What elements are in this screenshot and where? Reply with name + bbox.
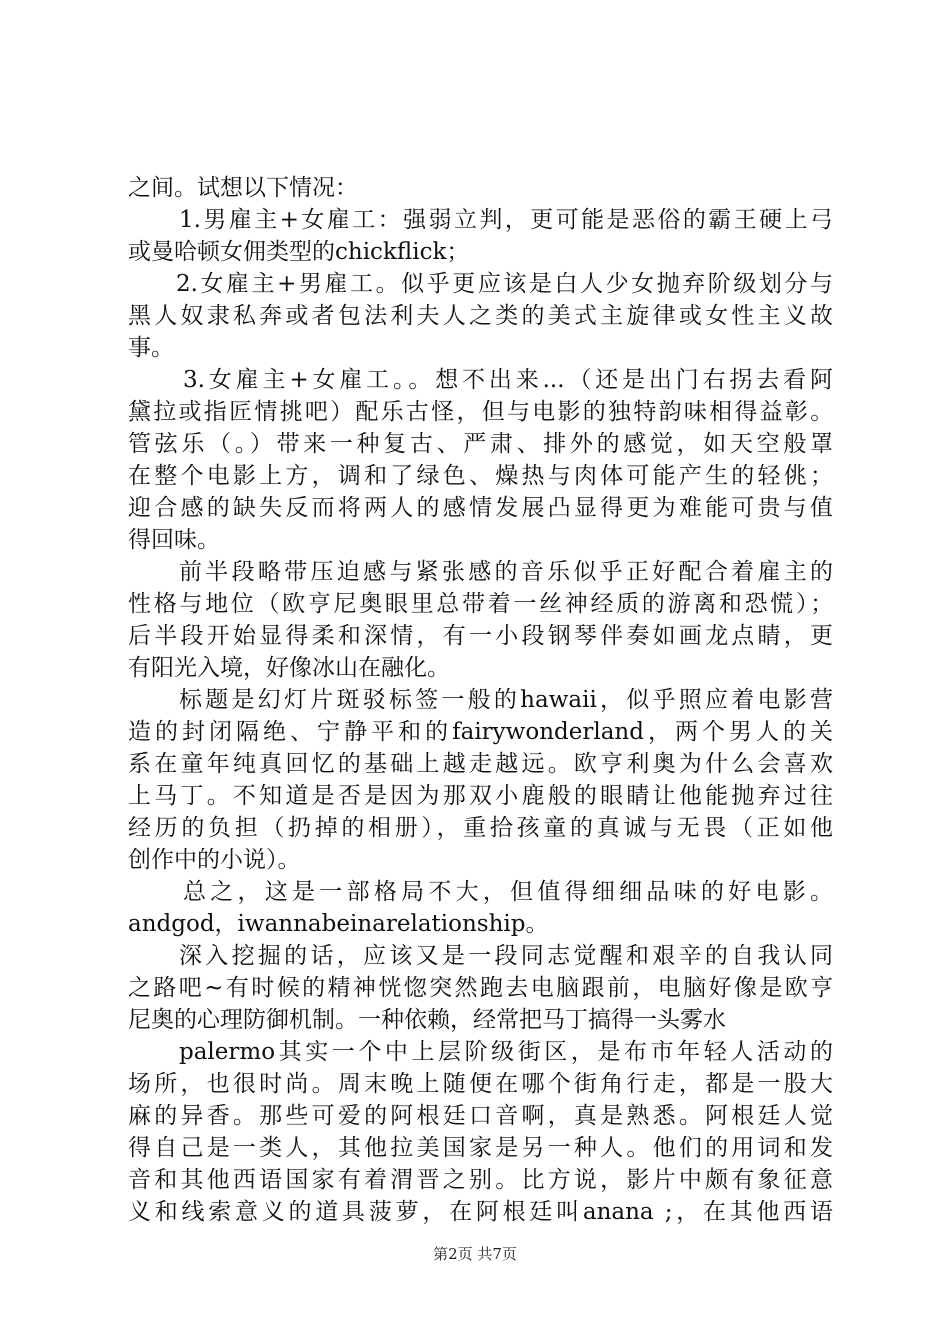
text-line: 音和其他西语国家有着渭晋之别。比方说，影片中颇有象征意 [128,1167,833,1193]
text-line: 迎合感的缺失反而将两人的感情发展凸显得更为难能可贵与值 [128,495,833,521]
text-line: 标题是幻灯片斑驳标签一般的hawaii，似乎照应着电影营 [179,687,833,713]
text-line: 在整个电影上方，调和了绿色、燥热与肉体可能产生的轻佻； [128,463,833,489]
text-line: 性格与地位（欧亨尼奥眼里总带着一丝神经质的游离和恐慌）； [128,591,833,617]
text-line: 之间。试想以下情况： [128,175,358,201]
text-line: 得自己是一类人，其他拉美国家是另一种人。他们的用词和发 [128,1135,833,1161]
page-number-footer: 第2页 共7页 [433,1245,517,1263]
text-line: 前半段略带压迫感与紧张感的音乐似乎正好配合着雇主的 [179,559,833,585]
text-line: 或曼哈顿女佣类型的chickflick； [128,239,470,265]
text-line: 黛拉或指匠情挑吧）配乐古怪，但与电影的独特韵味相得益彰。 [128,399,833,425]
text-line: 造的封闭隔绝、宁静平和的fairywonderland，两个男人的关 [128,719,833,745]
text-line: 之路吧~有时候的精神恍惚突然跑去电脑跟前，电脑好像是欧亨 [128,975,833,1001]
text-line: 3.女雇主+女雇工。。想不出来...（还是出门右拐去看阿 [183,367,833,393]
text-line: 经历的负担（扔掉的相册），重拾孩童的真诚与无畏（正如他 [128,815,833,841]
text-line: 义和线索意义的道具菠萝，在阿根廷叫anana ;，在其他西语 [128,1199,833,1225]
text-line: 总之，这是一部格局不大，但值得细细品味的好电影。 [183,879,833,905]
text-line: 创作中的小说）。 [128,847,301,873]
text-line: 场所，也很时尚。周末晚上随便在哪个街角行走，都是一股大 [128,1071,833,1097]
text-line: 黑人奴隶私奔或者包法利夫人之类的美式主旋律或女性主义故 [128,303,833,329]
text-line: 深入挖掘的话，应该又是一段同志觉醒和艰辛的自我认同 [179,943,833,969]
text-line: andgod，iwannabeinarelationship。 [128,911,549,937]
text-line: 有阳光入境，好像冰山在融化。 [128,655,450,681]
text-line: 系在童年纯真回忆的基础上越走越远。欧亨利奥为什么会喜欢 [128,751,833,777]
text-line: palermo其实一个中上层阶级街区，是布市年轻人活动的 [179,1039,833,1065]
text-line: 管弦乐（。）带来一种复古、严肃、排外的感觉，如天空般罩 [128,431,833,457]
text-line: 上马丁。不知道是否是因为那双小鹿般的眼睛让他能抛弃过往 [128,783,833,809]
text-line: 后半段开始显得柔和深情，有一小段钢琴伴奏如画龙点睛，更 [128,623,833,649]
text-line: 1.男雇主+女雇工：强弱立判，更可能是恶俗的霸王硬上弓 [179,207,833,233]
text-line: 尼奥的心理防御机制。一种依赖，经常把马丁搞得一头雾水 [128,1007,726,1033]
text-line: 事。 [128,335,174,361]
text-line: 2.女雇主+男雇工。似乎更应该是白人少女抛弃阶级划分与 [176,271,833,297]
document-body [128,172,833,1228]
text-line: 麻的异香。那些可爱的阿根廷口音啊，真是熟悉。阿根廷人觉 [128,1103,833,1129]
text-line: 得回味。 [128,527,220,553]
